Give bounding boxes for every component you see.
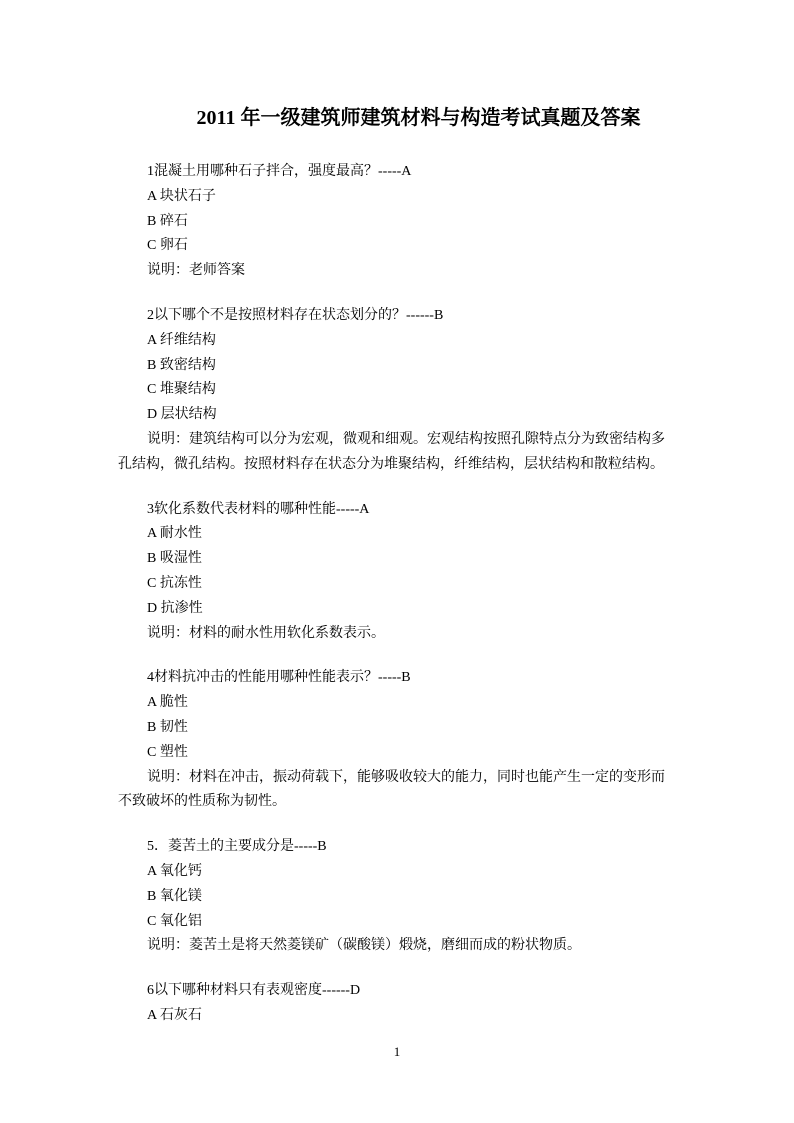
question-stem: 3软化系数代表材料的哪种性能-----A [147,501,370,517]
question-6 [118,979,678,1029]
explanation-continued: 不致破坏的性质称为韧性。 [118,794,286,810]
question-stem: 2以下哪个不是按照材料存在状态划分的？------B [147,307,444,323]
answer-option-d: D 抗渗性 [147,600,203,616]
question-1 [118,160,678,284]
document-title: 2011 年一级建筑师建筑材料与构造考试真题及答案 [196,107,641,129]
answer-option-a: A 纤维结构 [147,332,216,348]
explanation-continued: 孔结构，微孔结构。按照材料存在状态分为堆聚结构，纤维结构，层状结构和散粒结构。 [118,456,664,472]
answer-option-c: C 堆聚结构 [147,382,216,398]
page-number: 1 [393,1044,401,1059]
explanation: 说明：菱苦土是将天然菱镁矿（碳酸镁）煅烧，磨细而成的粉状物质。 [147,938,581,954]
answer-option-d: D 层状结构 [147,407,217,423]
question-stem: 5．菱苦土的主要成分是-----B [147,839,327,855]
explanation: 说明：老师答案 [147,263,245,279]
question-4 [118,666,678,815]
answer-option-b: B 吸湿性 [147,551,202,567]
question-3 [118,498,678,647]
answer-option-c: C 抗冻性 [147,575,202,591]
explanation: 说明：材料的耐水性用软化系数表示。 [147,625,385,641]
answer-option-c: C 氧化铝 [147,913,202,929]
explanation: 说明：建筑结构可以分为宏观，微观和细观。宏观结构按照孔隙特点分为致密结构多 [147,431,665,447]
answer-option-b: B 氧化镁 [147,888,202,904]
answer-option-c: C 卵石 [147,238,188,254]
answer-option-b: B 致密结构 [147,357,216,373]
question-list [118,160,678,1049]
question-stem: 4材料抗冲击的性能用哪种性能表示？-----B [147,670,411,686]
question-stem: 1混凝土用哪种石子拌合，强度最高？-----A [147,164,412,179]
question-2 [118,304,678,478]
answer-option-b: B 韧性 [147,719,188,735]
answer-option-a: A 块状石子 [147,188,216,204]
answer-option-b: B 碎石 [147,213,188,229]
question-5 [118,835,678,959]
answer-option-c: C 塑性 [147,744,188,760]
answer-option-a: A 耐水性 [147,526,202,542]
answer-option-a: A 石灰石 [147,1007,202,1023]
explanation: 说明：材料在冲击，振动荷载下，能够吸收较大的能力，同时也能产生一定的变形而 [147,769,665,785]
answer-option-a: A 脆性 [147,695,188,711]
question-stem: 6以下哪种材料只有表观密度------D [147,983,361,999]
answer-option-a: A 氧化钙 [147,863,202,879]
